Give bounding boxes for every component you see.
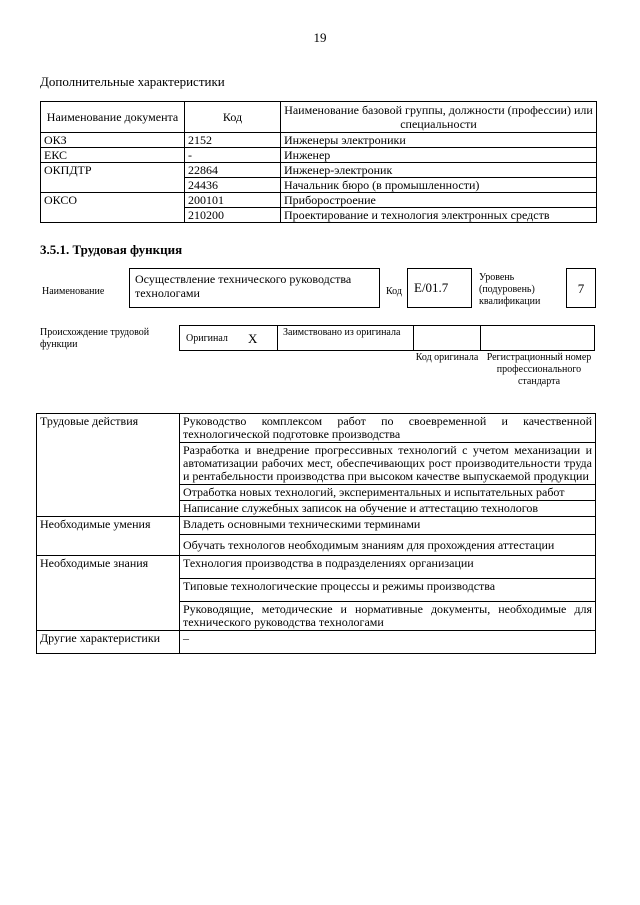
- classification-codes-table: [40, 101, 597, 223]
- qualification-level-value: 7: [577, 281, 585, 296]
- table-row: [37, 631, 596, 654]
- name-cell: Инженер-электроник: [281, 163, 597, 178]
- code-cell: 200101: [185, 193, 281, 208]
- table-row: [37, 556, 596, 579]
- original-code-caption: Код оригинала: [415, 352, 479, 363]
- registration-number-caption: Регистрационный номер профессионального стандарта: [486, 352, 592, 387]
- name-cell: Проектирование и технология электронных средств: [281, 208, 597, 223]
- required-knowledge-item: Технология производства в подразделениях организации: [180, 556, 596, 579]
- required-knowledge-item: Руководящие, методические и нормативные документы, необходимые для технического руководства технологами: [180, 602, 596, 631]
- borrowed-label: Заимствовано из оригинала: [283, 327, 401, 338]
- required-skills-label: Необходимые умения: [37, 517, 180, 556]
- original-mark: X: [248, 331, 258, 346]
- name-cell: Приборостроение: [281, 193, 597, 208]
- function-code-box: [407, 268, 472, 308]
- labour-actions-label: Трудовые действия: [37, 414, 180, 517]
- doc-cell: ОКПДТР: [41, 163, 185, 193]
- code-cell: 24436: [185, 178, 281, 193]
- table-row: [41, 148, 597, 163]
- code-label: Код: [386, 286, 402, 297]
- doc-cell: ЕКС: [41, 148, 185, 163]
- function-code-value: Е/01.7: [414, 280, 449, 295]
- labour-action-item: Написание служебных записок на обучение и аттестацию технологов: [180, 501, 596, 517]
- table-row: [37, 414, 596, 443]
- header-document: Наименование документа: [41, 102, 185, 133]
- qualification-level-label: Уровень (подуровень) квалификации: [479, 272, 541, 307]
- table-row: [41, 193, 597, 208]
- page-number: 19: [313, 30, 327, 45]
- doc-cell: ОКСО: [41, 193, 185, 223]
- table-header-row: [41, 102, 597, 133]
- table-row: [37, 517, 596, 535]
- required-knowledge-item: Типовые технологические процессы и режимы производства: [180, 579, 596, 602]
- header-code: Код: [185, 102, 281, 133]
- name-cell: Начальник бюро (в промышленности): [281, 178, 597, 193]
- divider: [413, 326, 414, 350]
- function-name-value: Осуществление технического руководства технологами: [135, 272, 352, 300]
- other-characteristics-value: –: [180, 631, 596, 654]
- original-label: Оригинал: [186, 333, 228, 344]
- doc-cell: ОКЗ: [41, 133, 185, 148]
- labour-function-details-table: [36, 413, 596, 654]
- section-title: 3.5.1. Трудовая функция: [40, 242, 183, 257]
- origin-label: Происхождение трудовой функции: [40, 327, 150, 350]
- code-cell: 210200: [185, 208, 281, 223]
- qualification-level-box: [566, 268, 596, 308]
- code-cell: 2152: [185, 133, 281, 148]
- labour-action-item: Отработка новых технологий, экспериментальных и испытательных работ: [180, 485, 596, 501]
- name-cell: Инженеры электроники: [281, 133, 597, 148]
- code-cell: 22864: [185, 163, 281, 178]
- table-row: [41, 163, 597, 178]
- divider: [480, 326, 481, 350]
- function-name-box: [129, 268, 380, 308]
- name-label: Наименование: [42, 286, 105, 297]
- code-cell: -: [185, 148, 281, 163]
- name-cell: Инженер: [281, 148, 597, 163]
- labour-action-item: Руководство комплексом работ по своевременной и качественной технологической подготовке производства: [180, 414, 596, 443]
- required-skill-item: Владеть основными техническими терминами: [180, 517, 596, 535]
- additional-characteristics-title: Дополнительные характеристики: [40, 74, 225, 89]
- labour-action-item: Разработка и внедрение прогрессивных технологий с учетом механизации и автоматизации рабочих мест, обеспечивающих рост производительности труда и рентабельности производства при высоком качестве выпускаемой продукции: [180, 443, 596, 485]
- divider: [277, 326, 278, 350]
- table-row: [41, 133, 597, 148]
- required-skill-item: Обучать технологов необходимым знаниям для прохождения аттестации: [180, 535, 596, 556]
- origin-row: [179, 325, 595, 351]
- required-knowledge-label: Необходимые знания: [37, 556, 180, 631]
- header-group-name: Наименование базовой группы, должности (профессии) или специальности: [281, 102, 597, 133]
- other-characteristics-label: Другие характеристики: [37, 631, 180, 654]
